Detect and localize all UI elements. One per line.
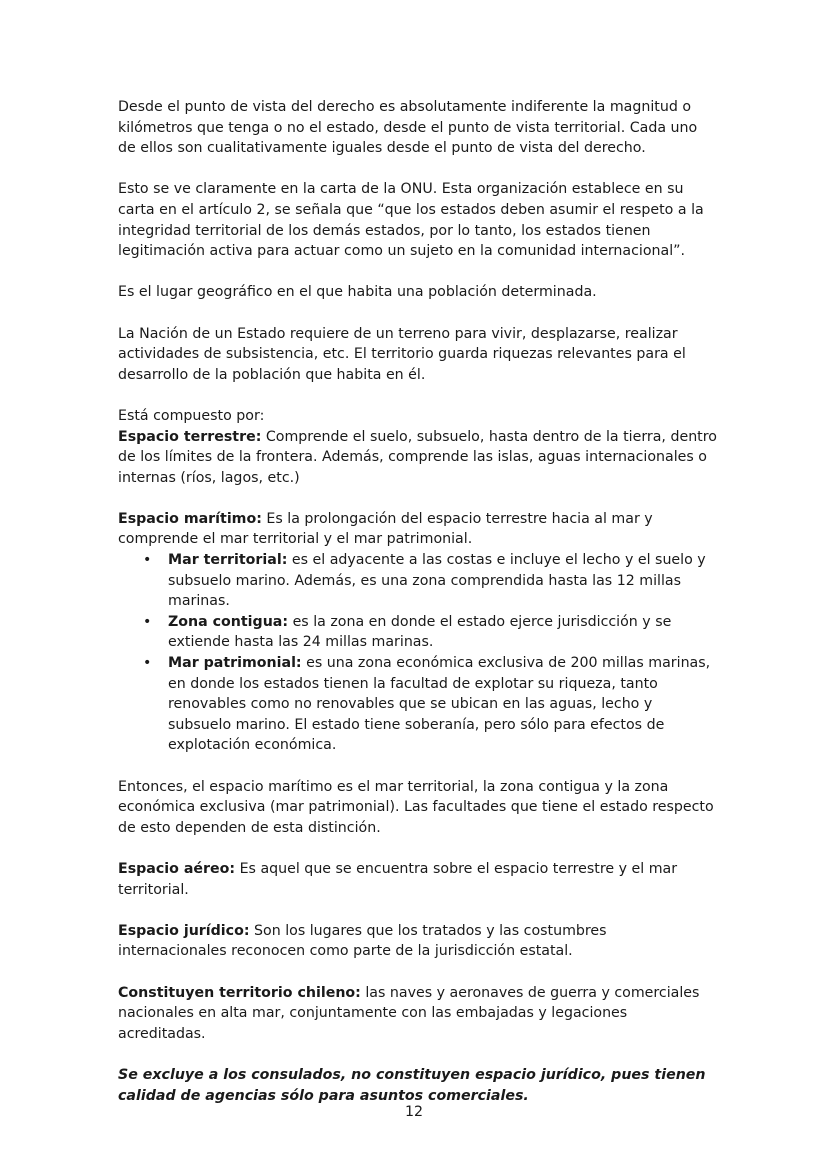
- text-espacio-aereo: Es aquel que se encuentra sobre el espacio terrestre y el mar territorial.: [118, 860, 678, 898]
- paragraph-lugar-geografico: Es el lugar geográfico en el que habita una población determinada.: [118, 284, 597, 301]
- term-espacio-juridico: Espacio jurídico:: [118, 922, 250, 939]
- text-espacio-terrestre: Comprende el suelo, subsuelo, hasta dentro de la tierra, dentro de los límites de la frontera. Además, comprende las islas, aguas internacionales o internas (ríos, lagos, etc.): [118, 428, 717, 486]
- list-item-mar-territorial: [143, 550, 718, 612]
- paragraph-espacio-terrestre: [118, 427, 718, 489]
- term-territorio-chileno: Constituyen territorio chileno:: [118, 984, 361, 1001]
- bullet-marker: •: [143, 613, 152, 630]
- paragraph-compuesto-por: Está compuesto por:: [118, 407, 265, 424]
- paragraph-note-consulados: Se excluye a los consulados, no constituyen espacio jurídico, pues tienen calidad de agencias sólo para asuntos comerciales.: [118, 1066, 706, 1104]
- page-content: [118, 97, 718, 1127]
- text-mar-territorial: es el adyacente a las costas e incluye el lecho y el suelo y subsuelo marino. Además, es una zona comprendida hasta las 12 millas marinas.: [168, 552, 706, 610]
- list-item-zona-contigua: [143, 612, 718, 653]
- term-zona-contigua: Zona contigua:: [168, 613, 289, 630]
- page-number: 12: [404, 1104, 424, 1120]
- text-territorio-chileno: las naves y aeronaves de guerra y comerciales nacionales en alta mar, conjuntamente con las embajadas y legaciones acreditadas.: [118, 984, 700, 1042]
- text-zona-contigua: es la zona en donde el estado ejerce jurisdicción y se extiende hasta las 24 millas marinas.: [168, 613, 672, 651]
- term-espacio-aereo: Espacio aéreo:: [118, 860, 236, 877]
- paragraph-nacion: La Nación de un Estado requiere de un terreno para vivir, desplazarse, realizar actividades de subsistencia, etc. El territorio guarda riquezas relevantes para el desarrollo de la población que habita en él.: [118, 325, 686, 383]
- term-mar-patrimonial: Mar patrimonial:: [168, 655, 302, 672]
- text-espacio-juridico: Son los lugares que los tratados y las costumbres internacionales reconocen como parte de la jurisdicción estatal.: [118, 922, 607, 960]
- text-mar-patrimonial: es una zona económica exclusiva de 200 millas marinas, en donde los estados tienen la facultad de explotar su riqueza, tanto renovables como no renovables que se ubican en las aguas, lecho y subsuelo marino. El estado tiene soberanía, pero sólo para efectos de explotación económica.: [168, 655, 711, 754]
- paragraph-carta-onu: Esto se ve claramente en la carta de la ONU. Esta organización establece en su carta en el artículo 2, se señala que “que los estados deben asumir el respeto a la integridad territorial de los demás estados, por lo tanto, los estados tienen legitimación activa para actuar como un sujeto en la comunidad internacional”.: [118, 181, 704, 260]
- term-mar-territorial: Mar territorial:: [168, 552, 288, 569]
- paragraph-espacio-juridico: [118, 921, 718, 962]
- paragraph-espacio-aereo: [118, 859, 718, 900]
- list-item-mar-patrimonial: [143, 653, 718, 756]
- text-espacio-maritimo: Es la prolongación del espacio terrestre hacia al mar y comprende el mar territorial y el mar patrimonial.: [118, 510, 653, 548]
- bullet-marker: •: [143, 552, 152, 569]
- term-espacio-terrestre: Espacio terrestre:: [118, 428, 262, 445]
- paragraph-entonces: Entonces, el espacio marítimo es el mar territorial, la zona contigua y la zona económica exclusiva (mar patrimonial). Las facultades que tiene el estado respecto de esto dependen de esta distinción.: [118, 778, 714, 836]
- bullet-marker: •: [143, 655, 152, 672]
- paragraph-magnitud: Desde el punto de vista del derecho es absolutamente indiferente la magnitud o kilómetros que tenga o no el estado, desde el punto de vista territorial. Cada uno de ellos son cualitativamente iguales desde el punto de vista del derecho.: [118, 99, 698, 157]
- paragraph-territorio-chileno: [118, 983, 718, 1045]
- term-espacio-maritimo: Espacio marítimo:: [118, 510, 262, 527]
- paragraph-espacio-maritimo: [118, 509, 718, 550]
- maritime-zones-list: [118, 550, 718, 756]
